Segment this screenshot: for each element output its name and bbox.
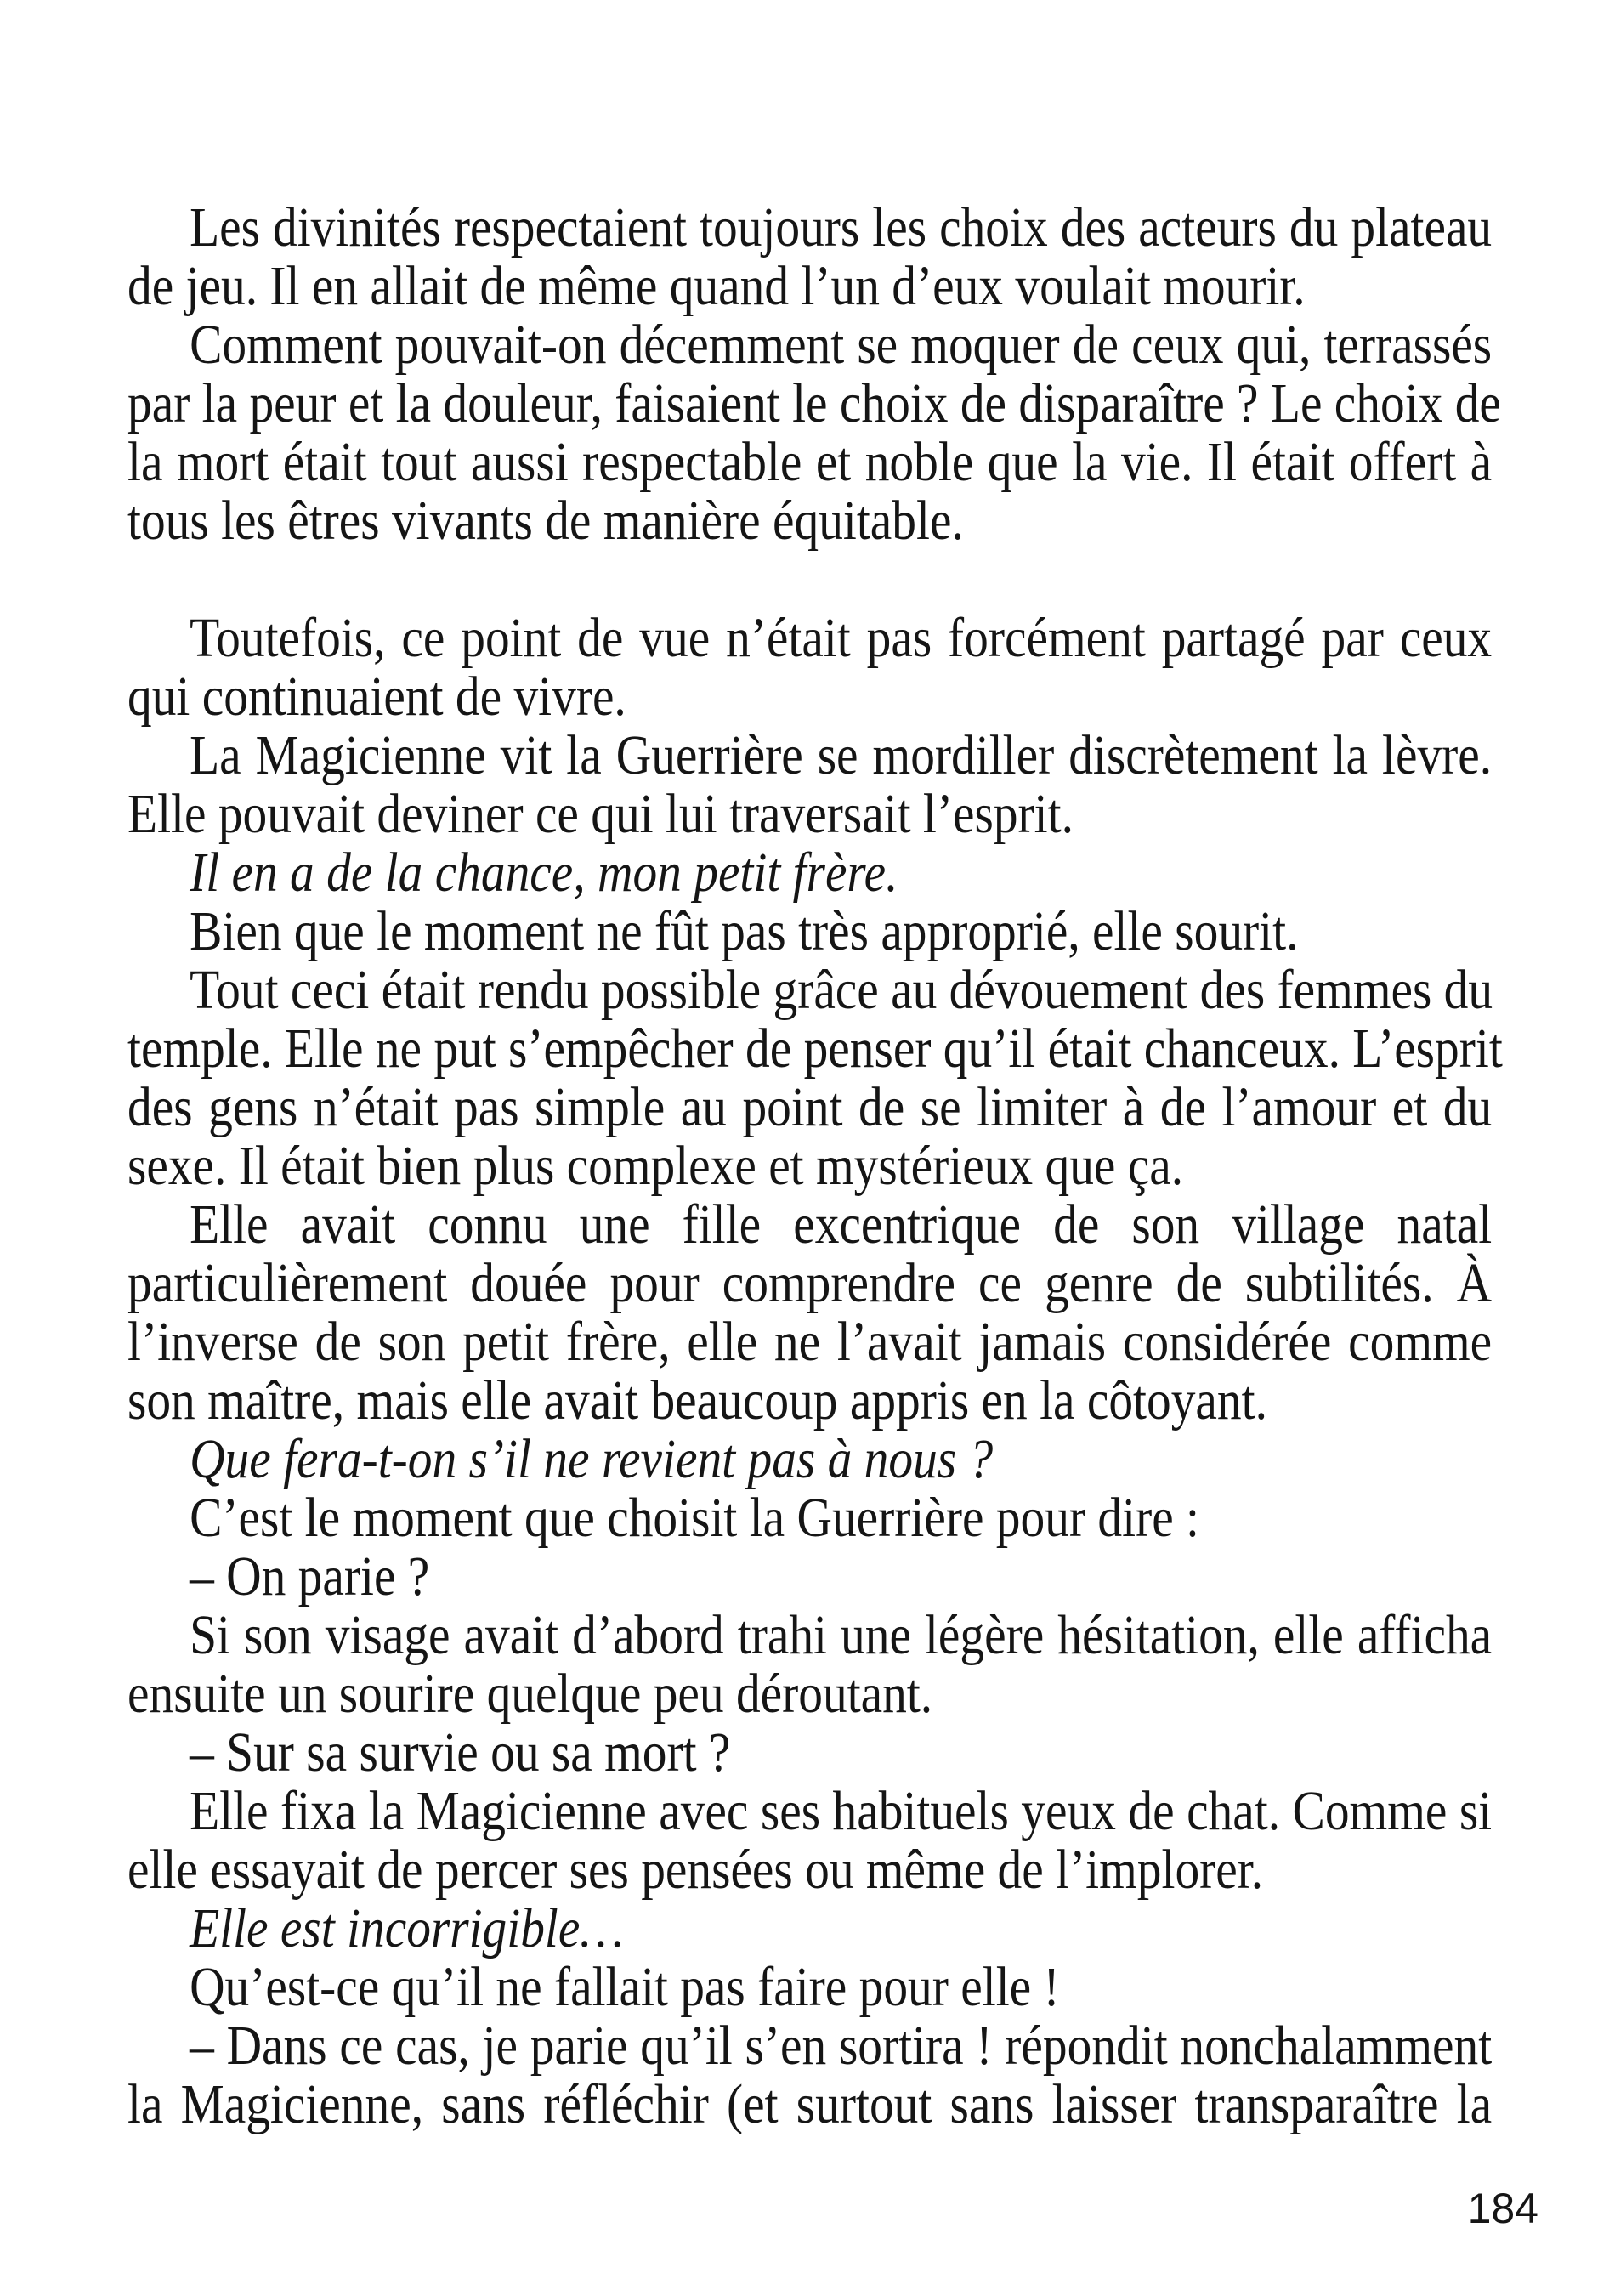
paragraph bbox=[128, 1547, 1615, 1606]
text-line: – On parie ? bbox=[190, 1545, 430, 1607]
paragraph bbox=[128, 726, 1615, 843]
paragraph bbox=[128, 2016, 1615, 2134]
text-line: Elle avait connu une fille excentrique de son village natal bbox=[190, 1193, 1493, 1256]
text-line: l’inverse de son petit frère, elle ne l’avait jamais considérée comme bbox=[128, 1311, 1493, 1373]
text-line: Elle est incorrigible… bbox=[190, 1897, 624, 1959]
text-line: particulièrement douée pour comprendre ce genre de subtilités. À bbox=[128, 1252, 1493, 1314]
text-line: Qu’est-ce qu’il ne fallait pas faire pour elle ! bbox=[190, 1956, 1060, 2018]
paragraph bbox=[128, 1782, 1615, 1899]
text-line: ensuite un sourire quelque peu déroutant. bbox=[128, 1663, 933, 1725]
paragraph bbox=[128, 198, 1615, 315]
text-line: Elle fixa la Magicienne avec ses habituels yeux de chat. Comme si bbox=[190, 1780, 1493, 1842]
text-line: des gens n’était pas simple au point de se limiter à de l’amour et du bbox=[128, 1076, 1493, 1138]
text-line: Il en a de la chance, mon petit frère. bbox=[190, 842, 898, 904]
text-block bbox=[128, 198, 1615, 2134]
paragraph bbox=[128, 843, 1615, 902]
paragraph bbox=[128, 609, 1615, 726]
page-number: 184 bbox=[1467, 2185, 1538, 2232]
paragraph bbox=[128, 1958, 1615, 2016]
paragraph bbox=[128, 1606, 1615, 1723]
text-line: de jeu. Il en allait de même quand l’un d’eux voulait mourir. bbox=[128, 255, 1306, 317]
text-line: son maître, mais elle avait beaucoup appris en la côtoyant. bbox=[128, 1369, 1267, 1431]
text-line: C’est le moment que choisit la Guerrière pour dire : bbox=[190, 1487, 1199, 1549]
text-line: Si son visage avait d’abord trahi une légère hésitation, elle afficha bbox=[190, 1604, 1493, 1666]
text-line: Tout ceci était rendu possible grâce au dévouement des femmes du bbox=[190, 959, 1493, 1021]
text-line: la mort était tout aussi respectable et noble que la vie. Il était offert à bbox=[128, 431, 1493, 493]
text-line: par la peur et la douleur, faisaient le choix de disparaître ? Le choix de bbox=[128, 372, 1501, 434]
paragraph bbox=[128, 1488, 1615, 1547]
text-line: temple. Elle ne put s’empêcher de penser qu’il était chanceux. L’esprit bbox=[128, 1018, 1503, 1080]
text-line: Que fera-t-on s’il ne revient pas à nous ? bbox=[190, 1428, 994, 1490]
paragraph bbox=[128, 961, 1615, 1195]
text-line: la Magicienne, sans réfléchir (et surtout sans laisser transparaître la bbox=[128, 2073, 1493, 2135]
text-line: Comment pouvait-on décemment se moquer de ceux qui, terrassés bbox=[190, 314, 1493, 376]
text-line: Les divinités respectaient toujours les choix des acteurs du plateau bbox=[190, 196, 1493, 258]
paragraph bbox=[128, 315, 1615, 550]
text-line: – Sur sa survie ou sa mort ? bbox=[190, 1721, 731, 1783]
text-line: – Dans ce cas, je parie qu’il s’en sortira ! répondit nonchalamment bbox=[190, 2015, 1493, 2077]
text-line: sexe. Il était bien plus complexe et mystérieux que ça. bbox=[128, 1135, 1184, 1197]
text-line: qui continuaient de vivre. bbox=[128, 666, 626, 728]
paragraph bbox=[128, 1430, 1615, 1488]
text-line: La Magicienne vit la Guerrière se mordiller discrètement la lèvre. bbox=[190, 724, 1493, 786]
paragraph bbox=[128, 902, 1615, 961]
text-line: Bien que le moment ne fût pas très approprié, elle sourit. bbox=[190, 900, 1299, 962]
paragraph bbox=[128, 1195, 1615, 1430]
paragraph bbox=[128, 1723, 1615, 1782]
paragraph bbox=[128, 1899, 1615, 1958]
text-line: Elle pouvait deviner ce qui lui traversait l’esprit. bbox=[128, 783, 1074, 845]
text-line: elle essayait de percer ses pensées ou même de l’implorer. bbox=[128, 1839, 1264, 1901]
text-line: tous les êtres vivants de manière équitable. bbox=[128, 490, 964, 552]
text-line: Toutefois, ce point de vue n’était pas forcément partagé par ceux bbox=[190, 607, 1493, 669]
